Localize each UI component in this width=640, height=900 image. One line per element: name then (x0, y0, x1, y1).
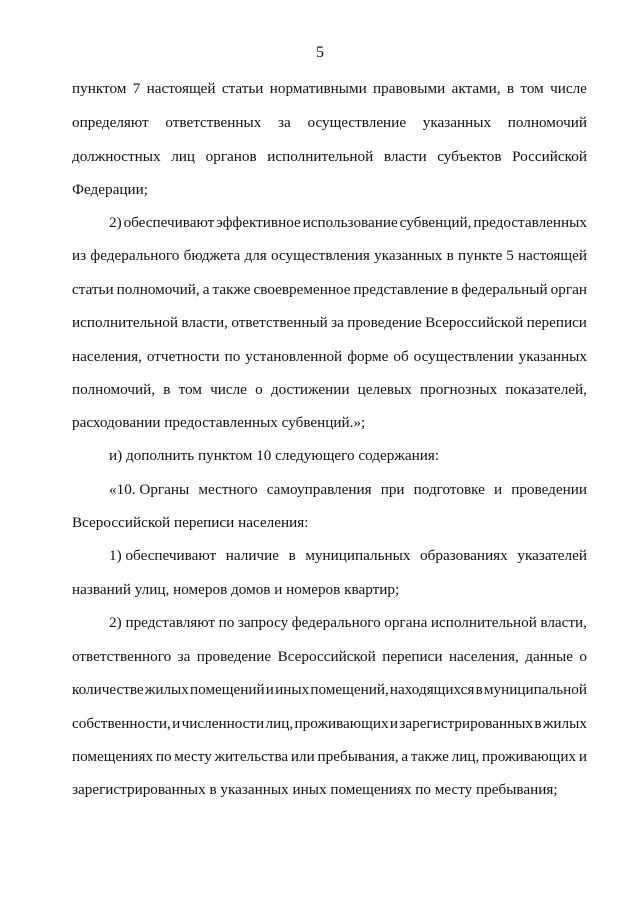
word: федерального (291, 614, 381, 631)
word: по (155, 748, 172, 765)
text-line (72, 346, 587, 368)
word: и (265, 681, 274, 698)
word: за (278, 114, 291, 131)
word: находящихся (389, 681, 475, 698)
word: за (177, 648, 191, 665)
word: исполнительной (72, 314, 178, 331)
word: нормативными (269, 80, 367, 97)
text-line (72, 545, 587, 567)
text-line: расходовании предоставленных субвенций.»; (72, 414, 366, 431)
word: населения, (448, 648, 519, 665)
word: полномочий, (116, 281, 200, 298)
word: месту (174, 748, 212, 765)
word: количестве (72, 681, 144, 698)
word: указанных (422, 114, 492, 131)
word: исполнительной (267, 148, 374, 165)
word: прогнозных (420, 381, 498, 398)
word: об (393, 348, 409, 365)
word: бюджета (183, 247, 241, 264)
word: власти (383, 148, 427, 165)
word: «10. Органы (109, 481, 190, 498)
word: осуществление (307, 114, 407, 131)
word: по (224, 348, 241, 365)
word: и (493, 481, 503, 498)
word: жилых (144, 681, 189, 698)
word: переписи (382, 648, 443, 665)
text-line (72, 379, 587, 401)
word: эффективное (216, 214, 301, 231)
word: пребывания, (317, 748, 399, 765)
word: использование (302, 214, 398, 231)
text-line (72, 78, 587, 100)
word: в (446, 247, 454, 264)
word: целевых (357, 381, 412, 398)
word: также (212, 281, 251, 298)
text-line (72, 679, 587, 701)
word: численности (181, 715, 265, 732)
word: проживающих (294, 715, 389, 732)
word: наличие (225, 547, 279, 564)
word: 2) (109, 214, 122, 231)
word: указателей (517, 547, 587, 564)
word: форме (347, 348, 389, 365)
word: представление (353, 281, 449, 298)
word: за (331, 314, 344, 331)
word: лиц, (451, 748, 480, 765)
text-line (72, 646, 587, 668)
text-line: названий улиц, номеров домов и номеров квартир; (72, 581, 400, 598)
word: жилых (542, 715, 587, 732)
word: орган (550, 281, 587, 298)
text-line: Федерации; (72, 181, 148, 198)
word: органа (384, 614, 428, 631)
word: пункте 5 (458, 247, 514, 264)
word: по (218, 614, 235, 631)
word: собственности, (72, 715, 171, 732)
word: помещений (190, 681, 265, 698)
word: полномочий (507, 114, 587, 131)
word: федерального (90, 247, 180, 264)
word: правовыми (373, 80, 446, 97)
word: в (506, 80, 515, 97)
word: указанных (518, 348, 587, 365)
word: статьи (221, 80, 264, 97)
text-line (72, 146, 587, 168)
word: лиц (171, 148, 196, 165)
word: том (520, 80, 544, 97)
word: предоставленных (473, 214, 587, 231)
word: своевременное (253, 281, 351, 298)
word: 2) представляют (109, 614, 216, 631)
text-line (72, 479, 587, 501)
word: в (475, 681, 483, 698)
word: из (72, 247, 87, 264)
word: проживающих (482, 748, 577, 765)
word: актами, (451, 80, 501, 97)
word: Всероссийской (425, 314, 524, 331)
word: субвенций, (399, 214, 472, 231)
text-line (72, 112, 587, 134)
text-line (72, 746, 587, 768)
word: статьи (72, 281, 114, 298)
word: показателей, (505, 381, 587, 398)
text-line: Всероссийской переписи населения: (72, 514, 309, 531)
word: о (255, 381, 263, 398)
word: установленной (245, 348, 343, 365)
text-line (72, 312, 587, 334)
word: о (579, 648, 587, 665)
word: в (288, 547, 296, 564)
word: ответственного (72, 648, 172, 665)
word: Российской (512, 148, 587, 165)
word: зарегистрированных (399, 715, 534, 732)
word: осуществлении (413, 348, 514, 365)
word: должностных (72, 148, 161, 165)
text-line: и) дополнить пунктом 10 следующего содержания: (109, 447, 440, 464)
word: в (534, 715, 542, 732)
word: или (290, 748, 315, 765)
word: том (178, 381, 202, 398)
text-line (72, 245, 587, 267)
word: настоящей (146, 80, 216, 97)
word: также (410, 748, 449, 765)
word: и (578, 748, 587, 765)
word: а (202, 281, 210, 298)
text-line (72, 279, 587, 301)
word: и (172, 715, 181, 732)
word: образованиях (420, 547, 508, 564)
word: в (451, 281, 459, 298)
word: федеральный (461, 281, 548, 298)
word: определяют (72, 114, 149, 131)
word: проведение (196, 648, 272, 665)
word: 7 (132, 80, 141, 97)
word: исполнительной (430, 614, 537, 631)
word: числе (210, 381, 247, 398)
word: отчетности (146, 348, 220, 365)
word: местного (198, 481, 258, 498)
word: для (244, 247, 267, 264)
page-number: 5 (316, 44, 324, 61)
word: органов (205, 148, 257, 165)
text-line (72, 212, 587, 234)
word: осуществления (271, 247, 370, 264)
word: обеспечивают (123, 214, 215, 231)
text-line: зарегистрированных в указанных иных помещениях по месту пребывания; (72, 781, 558, 798)
word: помещениях (72, 748, 154, 765)
word: при (380, 481, 405, 498)
word: подготовке (413, 481, 485, 498)
word: и (389, 715, 399, 732)
text-line (72, 713, 587, 735)
word: указанных (374, 247, 443, 264)
word: настоящей (518, 247, 587, 264)
word: жительства (214, 748, 289, 765)
word: в (163, 381, 171, 398)
word: власти, (540, 614, 587, 631)
word: числе (550, 80, 587, 97)
word: самоуправления (266, 481, 372, 498)
word: субъектов (437, 148, 502, 165)
text-line (72, 612, 587, 634)
word: помещений, (310, 681, 389, 698)
word: лиц, (265, 715, 294, 732)
word: достижении (270, 381, 350, 398)
word: переписи (526, 314, 587, 331)
word: ответственных (165, 114, 262, 131)
word: власти, (181, 314, 228, 331)
word: проведение (347, 314, 422, 331)
word: а (401, 748, 409, 765)
word: проведении (511, 481, 587, 498)
word: Всероссийской (277, 648, 376, 665)
word: пунктом (72, 80, 127, 97)
word: ответственный (231, 314, 328, 331)
word: полномочий, (72, 381, 156, 398)
word: данные (525, 648, 573, 665)
word: муниципальной (483, 681, 587, 698)
word: населения, (72, 348, 142, 365)
word: иных (275, 681, 310, 698)
word: 1) обеспечивают (109, 547, 217, 564)
word: муниципальных (305, 547, 411, 564)
word: запросу (237, 614, 289, 631)
